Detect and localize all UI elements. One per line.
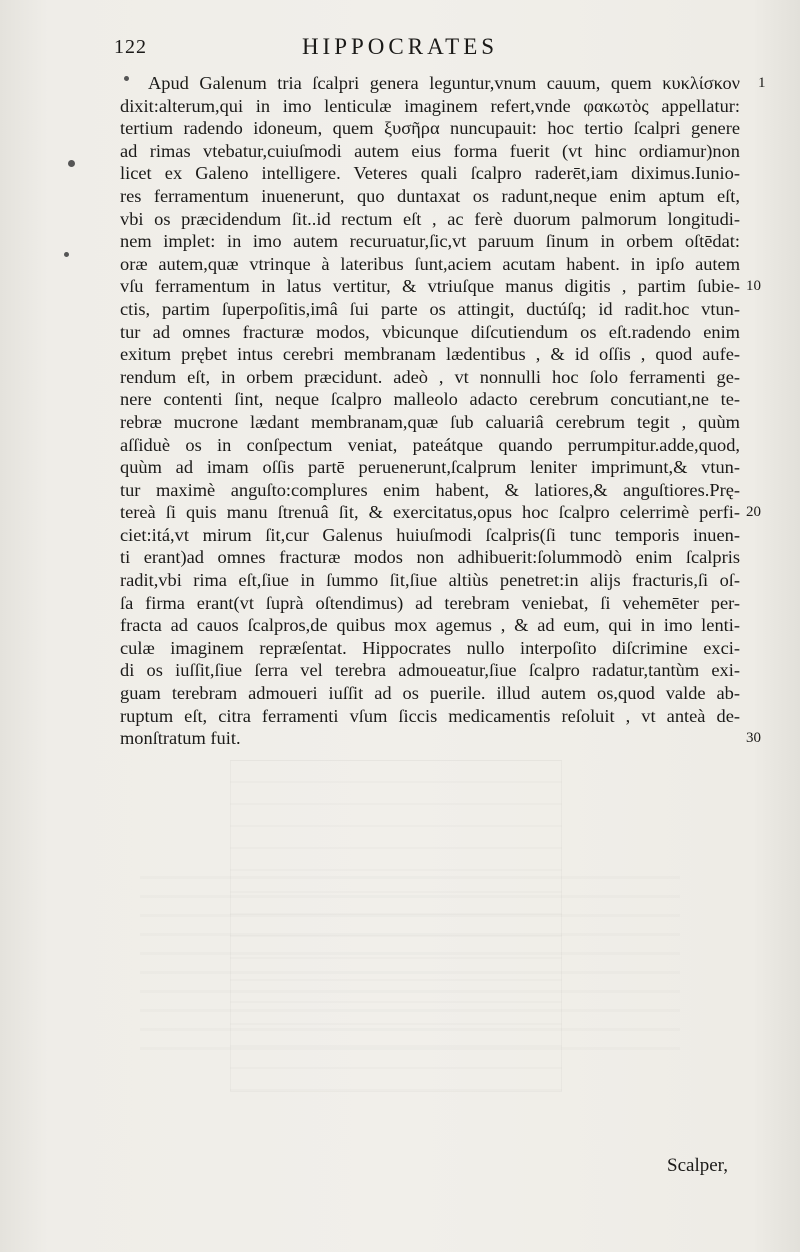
text-line: vbi os præcidendum ſit..id rectum eſt , ac ferè duorum palmorum longitudi- [120,208,740,229]
text-line: Apud Galenum tria ſcalpri genera leguntur,vnum cauum, quem κυκλίσκον [148,73,740,93]
text-line: licet ex Galeno intelligere. Veteres quali ſcalpro raderēt,iam diximus.Iunio- [120,163,740,184]
text-line: nem implet: in imo autem recuruatur,ſic,vt paruum ſinum in orbem oſtēdat: [120,231,740,252]
margin-line-number: 20 [746,504,761,521]
text-line: rebræ mucrone lædant membranam,quæ ſub caluariâ cerebrum tegit , quùm [120,411,740,432]
text-line: tertium radendo idoneum, quem ξυσῆρα nuncupauit: hoc tertio ſcalpri genere [120,118,740,139]
text-line: fracta ad cauos ſcalpros,de quibus mox agemus , & ad eum, qui in imo lenti- [120,615,740,636]
text-line: radit,vbi rima eſt,ſiue in ſummo ſit,ſiue altiùs penetret:in alijs fracturis,ſi oſ- [120,570,740,591]
page-number: 122 [114,36,147,58]
text-line: res ferramentum inuenerunt, quo duntaxat os radunt,neque enim aptum eſt, [120,185,740,206]
running-head: HIPPOCRATES [301,34,499,59]
body-text [120,72,740,750]
text-line: vſu ferramentum in latus vertitur, & vtriuſque manus digitis , partim ſubie- [120,276,740,297]
ink-speck [64,252,69,257]
margin-line-number: 30 [746,730,761,747]
text-line: monſtratum fuit. [120,728,241,749]
text-line: aſſiduè os in conſpectum veniat, pateátque quando perrumpitur.adde,quod, [120,434,740,455]
text-line: ad rimas vtebatur,cuiuſmodi autem eius forma fuerit (vt hinc ordiamur)non [120,140,740,161]
margin-line-number: 10 [746,278,761,295]
text-line: ruptum eſt, citra ferramenti vſum ſiccis medicamentis reſoluit , vt anteà de- [120,705,740,726]
text-line: quùm ad imam oſſis partē peruenerunt,ſcalprum leniter imprimunt,& vtun- [120,457,740,478]
text-line: oræ autem,quæ vtrinque à lateribus ſunt,aciem acutam habent. in ipſo autem [120,253,740,274]
text-line: ctis, partim ſuperpoſitis,imâ ſui parte os attingit, ductúſq; id radit.hoc vtun- [120,298,740,319]
ink-speck [68,160,75,167]
text-line: tereà ſi quis manu ſtrenuâ ſit, & exercitatus,opus hoc ſcalpro celerrimè perfi- [120,502,740,523]
text-line: di os iuſſit,ſiue ſerra vel terebra admoueatur,ſiue ſcalpro radatur,tantùm exi- [120,660,740,681]
text-line: tur ad omnes fracturæ modos, vbicunque diſcutiendum os eſt.radendo enim [120,321,740,342]
text-line: tur maximè anguſto:complures enim habent, & latiores,& anguſtiores.Prę- [120,479,740,500]
text-line: culæ imaginem repræſentat. Hippocrates nullo interpoſito diſcrimine exci- [120,637,740,658]
text-line: ciet:itá,vt mirum ſit,cur Galenus huiuſmodi ſcalpris(ſi tunc temporis inuen- [120,524,740,545]
text-line: nere contenti ſint, neque ſcalpro malleolo adacto cerebrum concutiant,ne te- [120,389,740,410]
margin-line-number: 1 [758,75,766,91]
show-through-text [140,860,680,1050]
catchword: Scalper, [667,1155,728,1176]
text-line: dixit:alterum,qui in imo lenticulæ imaginem refert,vnde φακωτὸς appellatur: [120,95,740,116]
text-line: guam terebram admoueri iuſſit ad os puerile. illud autem os,quod valde ab- [120,683,740,704]
text-line: rendum eſt, in orbem præcidunt. adeò , vt nonnulli hoc ſolo ferramenti ge- [120,366,740,387]
text-line: ſa firma erant(vt ſuprà oſtendimus) ad terebram veniebat, ſi vehemēter per- [120,592,740,613]
text-line: ti erant)ad omnes fracturæ modos non adhibuerit:ſolummodò enim ſcalpris [120,547,740,568]
text-line: exitum prębet intus cerebri membranam lædentibus , & id oſſis , quod aufe- [120,344,740,365]
